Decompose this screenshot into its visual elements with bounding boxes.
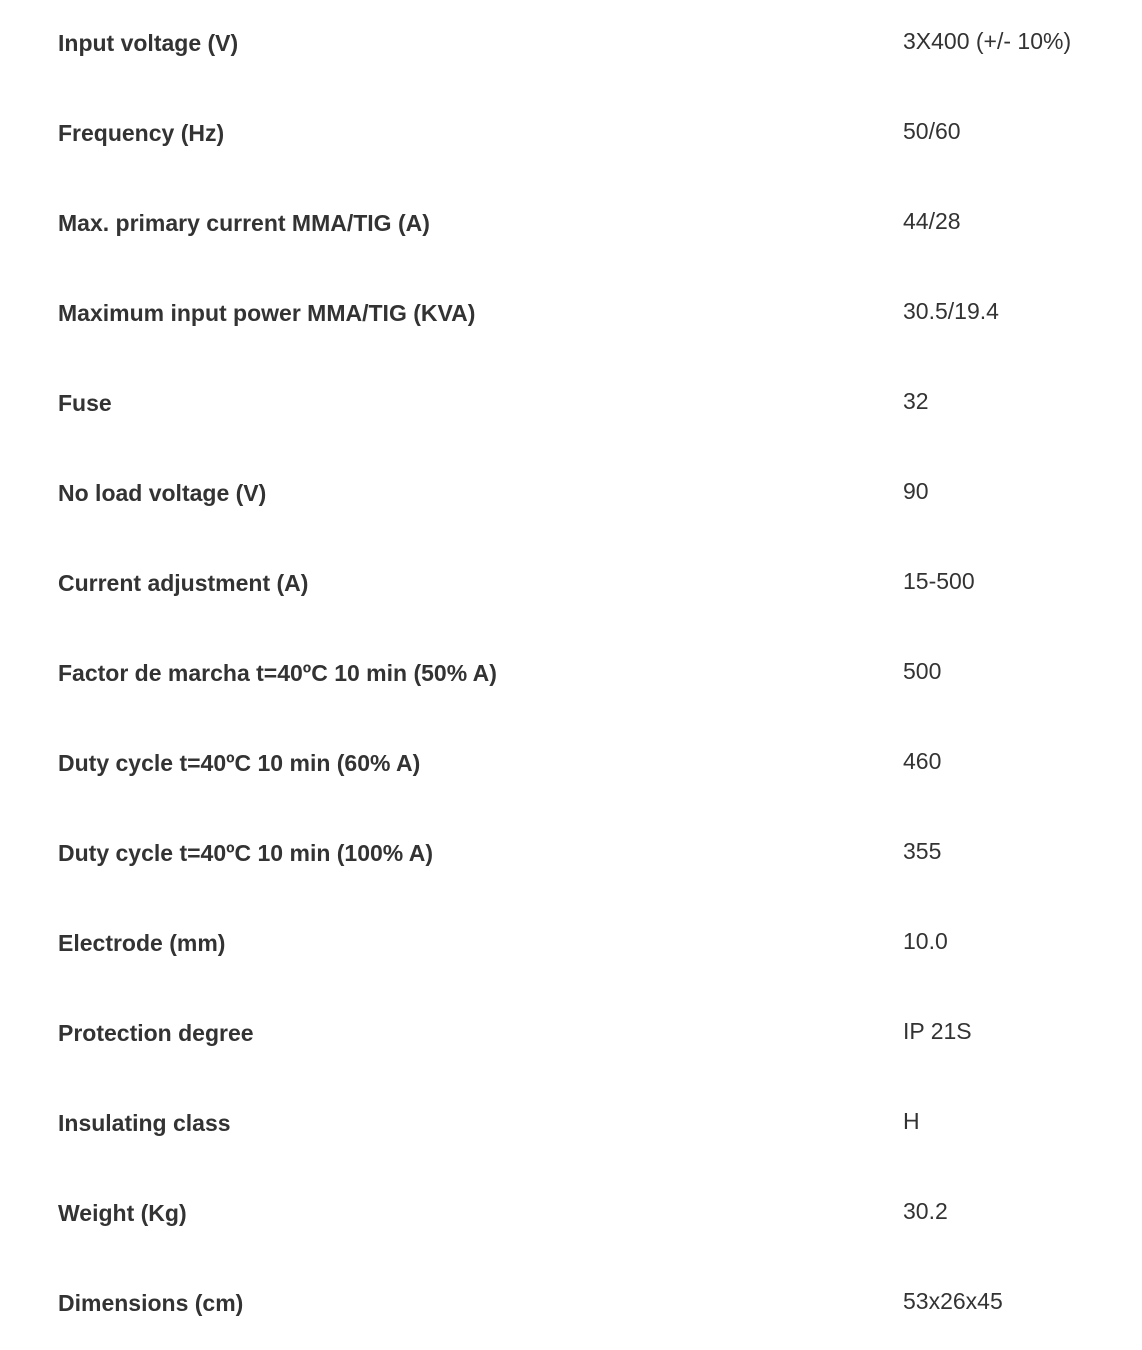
spec-row-electrode (0, 900, 1142, 990)
spec-value: 30.5/19.4 (903, 298, 999, 324)
spec-value: 44/28 (903, 208, 961, 234)
spec-row-weight (0, 1170, 1142, 1260)
spec-label: Duty cycle t=40ºC 10 min (100% A) (58, 840, 434, 866)
spec-value: 460 (903, 748, 942, 774)
spec-row-no-load-voltage (0, 450, 1142, 540)
spec-label: Protection degree (58, 1020, 254, 1046)
spec-row-insulating-class (0, 1080, 1142, 1170)
spec-value: H (903, 1108, 920, 1134)
spec-row-frequency (0, 90, 1142, 180)
spec-value: 500 (903, 658, 942, 684)
spec-row-fuse (0, 360, 1142, 450)
spec-row-protection-degree (0, 990, 1142, 1080)
spec-value: 53x26x45 (903, 1288, 1003, 1314)
spec-row-current-adjustment (0, 540, 1142, 630)
spec-label: Maximum input power MMA/TIG (KVA) (58, 300, 476, 326)
spec-value: IP 21S (903, 1018, 972, 1044)
spec-label: Frequency (Hz) (58, 120, 225, 146)
spec-label: Current adjustment (A) (58, 570, 309, 596)
spec-row-input-voltage (0, 0, 1142, 90)
spec-value: 30.2 (903, 1198, 948, 1224)
spec-row-duty-cycle-100 (0, 810, 1142, 900)
spec-value: 50/60 (903, 118, 961, 144)
spec-label: No load voltage (V) (58, 480, 267, 506)
spec-label: Fuse (58, 390, 112, 416)
spec-label: Dimensions (cm) (58, 1290, 244, 1316)
spec-label: Electrode (mm) (58, 930, 226, 956)
spec-label: Input voltage (V) (58, 30, 239, 56)
spec-value: 15-500 (903, 568, 975, 594)
spec-row-dimensions (0, 1260, 1142, 1350)
spec-row-max-input-power (0, 270, 1142, 360)
spec-label: Weight (Kg) (58, 1200, 187, 1226)
spec-row-duty-cycle-60 (0, 720, 1142, 810)
spec-row-max-primary-current (0, 180, 1142, 270)
spec-value: 32 (903, 388, 929, 414)
spec-value: 355 (903, 838, 942, 864)
spec-value: 3X400 (+/- 10%) (903, 28, 1072, 54)
spec-row-factor-de-marcha (0, 630, 1142, 720)
spec-value: 90 (903, 478, 929, 504)
spec-label: Factor de marcha t=40ºC 10 min (50% A) (58, 660, 497, 686)
spec-label: Duty cycle t=40ºC 10 min (60% A) (58, 750, 421, 776)
spec-value: 10.0 (903, 928, 948, 954)
spec-label: Insulating class (58, 1110, 231, 1136)
spec-label: Max. primary current MMA/TIG (A) (58, 210, 430, 236)
